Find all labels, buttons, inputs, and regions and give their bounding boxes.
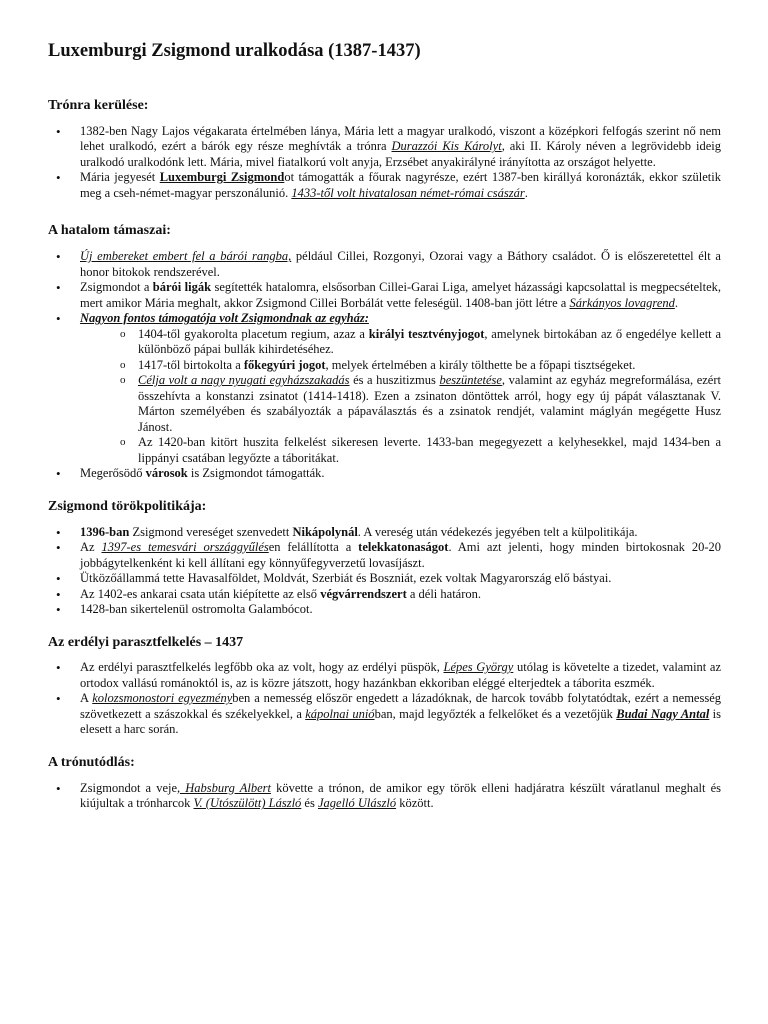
- sub-list-item: o 1417-től birtokolta a főkegyúri jogot, melyek értelmében a király tölthette be a főpapi tisztségeket.: [80, 358, 721, 374]
- list-item: • 1428-ban sikertelenül ostromolta Galambócot.: [48, 602, 721, 618]
- section-hatalom-tamaszai: [48, 223, 721, 481]
- section-tronutodlas: [48, 755, 721, 812]
- list-item: • Zsigmondot a bárói ligák segítették hatalomra, elsősorban Cillei-Garai Liga, amelyet házassági kapcsolattal is megpecsételtek, mert amikor Mária meghalt, akkor Zsigmond Cillei Borbálát vette feleségül. 1408-ban jött létre a Sárkányos lovagrend.: [48, 280, 721, 311]
- section-tronra-kerulese: [48, 98, 721, 201]
- list-item: • Nagyon fontos támogatója volt Zsigmondnak az egyház: o 1404-től gyakorolta placetum regium, azaz a királyi tesztvényjogot, amelynek birtokában az ő engedélye kellett a különböző pápai bullák kihirdetéséhez. o 1417-től birtokolta a főkegyúri jogot, melyek értelmében a király tölthette be a főpapi tisztségeket. o Célja volt a nagy nyugati egyházszakadás és a huszitizmus beszüntetése, valamint az egyház megreformálása, ezért összehívta a konstanzi zsinatot (1414-1418). Ezen a zsinaton döntöttek arról, hogy egy új pápát választanak V. Márton személyében és szabályozták a pápaválasztás és a zsinatok rendjét, valamint máglyán megégette Husz Jánost. o Az 1420-ban kitört huszita felkelést sikeresen leverte. 1433-ban megegyezett a kelyhesekkel, majd 1434-ben a lippányi csatában legyőzte a táboritákat.: [48, 311, 721, 466]
- list-item: • Ütközőállammá tette Havasalföldet, Moldvát, Szerbiát és Boszniát, ezek voltak Magyarország elő bástyai.: [48, 571, 721, 587]
- section-heading: A trónutódlás:: [48, 754, 135, 770]
- sub-list-item: o Célja volt a nagy nyugati egyházszakadás és a huszitizmus beszüntetése, valamint az egyház megreformálása, ezért összehívta a konstanzi zsinatot (1414-1418). Ezen a zsinaton döntöttek arról, hogy egy új pápát választanak V. Márton személyében és szabályozták a pápaválasztás és a zsinatok rendjét, valamint máglyán megégette Husz Jánost.: [80, 373, 721, 435]
- list-item: • Az 1402-es ankarai csata után kiépítette az első végvárrendszert a déli határon.: [48, 587, 721, 603]
- list-item: • Új embereket embert fel a bárói rangba, például Cillei, Rozgonyi, Ozorai vagy a Báthory családot. Ő is előszeretettel élt a honor bitokok rendszerével.: [48, 249, 721, 280]
- list-item: • Az 1397-es temesvári országgyűlésen felállította a telekkatonaságot. Ami azt jelenti, hogy minden birtokosnak 20-20 jobbágytelkenként ki kell állítani egy könnyűfegyverzetű lovasíjászt.: [48, 540, 721, 571]
- list-item: • 1396-ban Zsigmond vereséget szenvedett Nikápolynál. A vereség után védekezés jegyében telt a külpolitikája.: [48, 525, 721, 541]
- section-torokpolitika: [48, 499, 721, 618]
- section-heading: Trónra kerülése:: [48, 98, 149, 114]
- section-heading: Az erdélyi parasztfelkelés – 1437: [48, 634, 244, 650]
- document-title: Luxemburgi Zsigmond uralkodása (1387-1437): [48, 41, 421, 61]
- section-erdelyi-parasztfelkeles: [48, 635, 721, 738]
- sub-list-item: o Az 1420-ban kitört huszita felkelést sikeresen leverte. 1433-ban megegyezett a kelyhesekkel, majd 1434-ben a lippányi csatában legyőzte a táboritákat.: [80, 435, 721, 466]
- section-heading: A hatalom támaszai:: [48, 223, 171, 239]
- list-item: • Mária jegyesét Luxemburgi Zsigmondot támogatták a főurak nagyrésze, ezért 1387-ben királlyá koronázták, ekkor születik meg a cseh-német-magyar perszonálunió. 1433-től volt hivatalosan német-római császár.: [48, 170, 721, 201]
- list-item: • 1382-ben Nagy Lajos végakarata értelmében lánya, Mária lett a magyar uralkodó, viszont a középkori felfogás szerint nő nem lehet uralkodó, ezért a bárók egy része meghívták a trónra Durazzói Kis Károlyt, aki II. Károly néven a legrövidebb ideig uralkodó uralkodónk lett. Mária, mivel fiatalkorú volt anyja, Erzsébet anyakirályné irányította az országot helyette.: [48, 124, 721, 171]
- list-item: • Az erdélyi parasztfelkelés legfőbb oka az volt, hogy az erdélyi püspök, Lépes György utólag is követelte a tizedet, valamint az ortodox vallású románoktól is, az is közre játszott, hogy hazánkban ekkoriban eléggé elterjedtek a táborita eszmék.: [48, 660, 721, 691]
- list-item: • A kolozsmonostori egyezményben a nemesség először engedett a lázadóknak, de harcok tovább folytatódtak, ezért a nemesség szövetkezett a szászokkal és székelyekkel, a kápolnai unióban, majd legyőzték a felkelőket és a vezetőjük Budai Nagy Antal is elesett a harc során.: [48, 691, 721, 738]
- list-item: • Zsigmondot a veje, Habsburg Albert követte a trónon, de amikor egy török elleni hadjáratra készült váratlanul meghalt és kiújultak a trónharcok V. (Utószülött) László és Jagelló Ulászló között.: [48, 781, 721, 812]
- list-item: • Megerősödő városok is Zsigmondot támogatták.: [48, 466, 721, 482]
- document-page: [48, 40, 721, 829]
- sub-list-item: o 1404-től gyakorolta placetum regium, azaz a királyi tesztvényjogot, amelynek birtokában az ő engedélye kellett a különböző pápai bullák kihirdetéséhez.: [80, 327, 721, 358]
- section-heading: Zsigmond törökpolitikája:: [48, 498, 207, 514]
